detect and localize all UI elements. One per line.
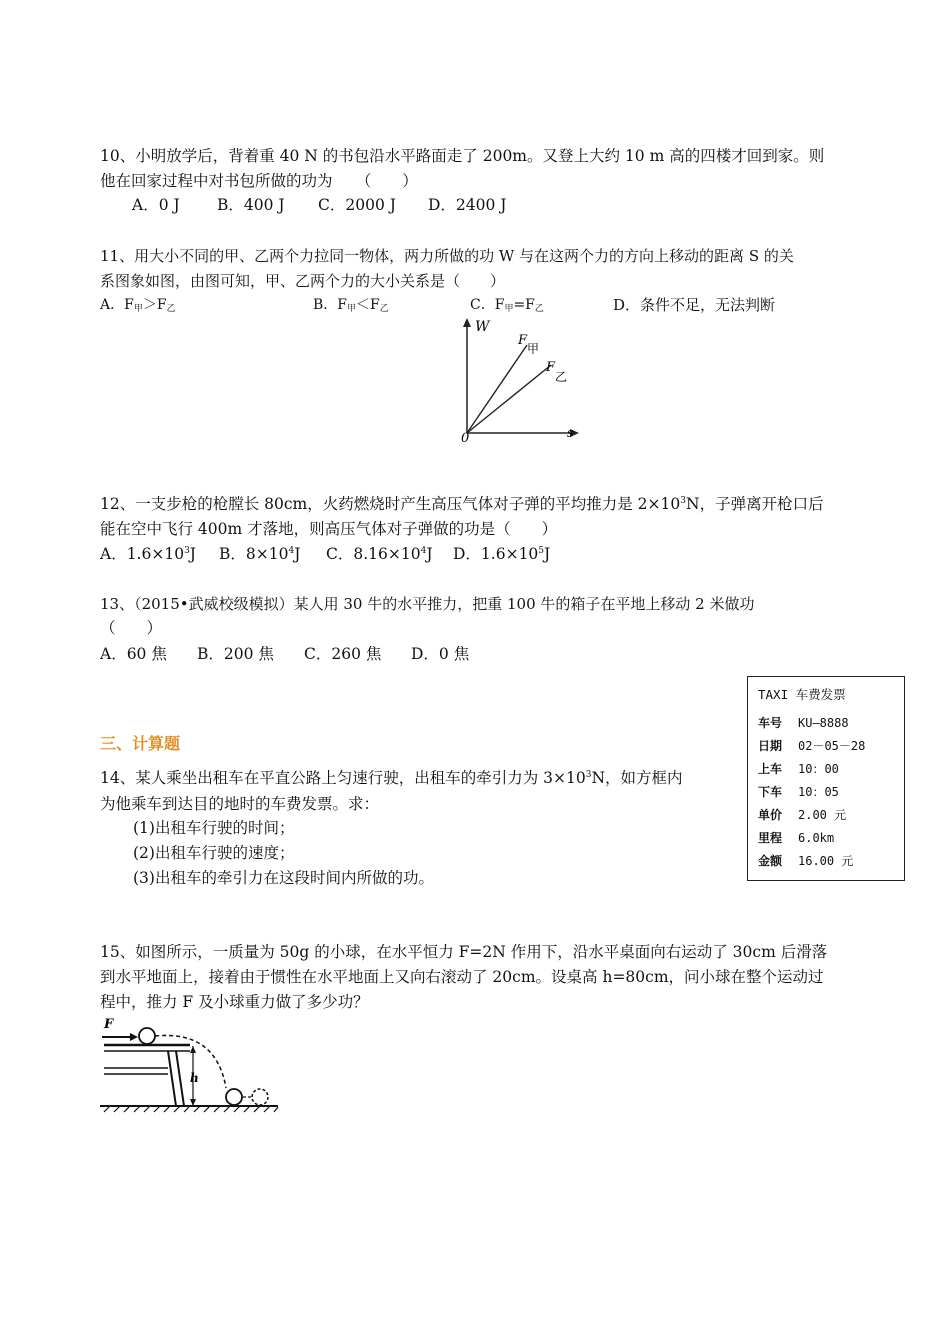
receipt-row-date: 日期 02－05－28 (758, 739, 866, 753)
taxi-receipt (747, 676, 905, 881)
q12-option-b: B．$8\times 10^4J$ (219, 545, 301, 563)
work-distance-graph (455, 315, 585, 445)
q10-option-d: D．2400 J (428, 196, 507, 214)
origin-label: 0 (461, 431, 470, 445)
table-ball-figure (98, 1010, 283, 1115)
y-axis-arrow-icon (463, 318, 471, 327)
q12-option-c: C．$8.16\times 10^4J$ (326, 545, 433, 563)
receipt-row-alight: 下车 10：05 (758, 785, 839, 799)
ball-landed (226, 1089, 242, 1105)
q13-option-a: A．60 焦 (100, 645, 167, 663)
q12-line2: 能在空中飞行 400m 才落地，则高压气体对子弹做的功是（ ） (100, 520, 558, 538)
q14-item-2: (2)出租车行驶的速度； (133, 844, 295, 862)
q10-line1: 10、小明放学后，背着重 40 N 的书包沿水平路面走了 200m。又登上大约 10 m 高的四楼才回到家。则 (100, 147, 825, 165)
q12-option-d: D．$1.6\times 10^5J$ (453, 545, 551, 563)
q13-option-d: D．0 焦 (411, 645, 470, 663)
q11-line2: 系图象如图，由图可知，甲、乙两个力的大小关系是（ ） (100, 272, 506, 290)
q11-option-b: B．$F_甲<F_乙$ (313, 297, 389, 314)
table-leg-1 (168, 1051, 176, 1106)
q14-item-3: (3)出租车的牵引力在这段时间内所做的功。 (133, 869, 434, 887)
f-jia-line (467, 345, 527, 433)
height-arrow-down-icon (190, 1099, 196, 1106)
ball-on-table (139, 1028, 155, 1044)
force-label: F (104, 1017, 114, 1032)
q14-line2: 为他乘车到达目的地时的车费发票。求： (100, 795, 380, 813)
y-axis-label: W (475, 319, 490, 335)
height-label: h (190, 1071, 199, 1085)
receipt-row-car-number: 车号 KU—8888 (758, 716, 849, 730)
q11-option-c: C．$F_甲=F_乙$ (470, 297, 544, 314)
receipt-title: TAXI 车费发票 (758, 687, 846, 702)
q15-line2: 到水平地面上，接着由于惯性在水平地面上又向右滚动了 20cm。设桌高 h=80cm，问小球在整个运动过 (100, 968, 824, 986)
q14-line1: 14、某人乘坐出租车在平直公路上匀速行驶，出租车的牵引力为 $3\times 10^3N$，如方框内 (100, 769, 683, 787)
receipt-row-mileage: 里程 6.0km (758, 831, 835, 845)
q11-option-a: A．$F_甲>F_乙$ (100, 297, 176, 314)
ball-final (252, 1089, 268, 1105)
section-heading-calculation: 三、计算题 (100, 734, 181, 753)
q11-line1: 11、用大小不同的甲、乙两个力拉同一物体，两力所做的功 W 与在这两个力的方向上移动的距离 S 的关 (100, 247, 794, 265)
receipt-row-unit-price: 单价 2.00 元 (758, 808, 847, 822)
height-arrow-up-icon (190, 1046, 196, 1053)
f-yi-label: F (546, 360, 556, 375)
receipt-row-board: 上车 10：00 (758, 762, 839, 776)
receipt-row-amount: 金额 16.00 元 (758, 854, 854, 868)
force-arrow-head-icon (130, 1033, 138, 1041)
q14-item-1: (1)出租车行驶的时间； (133, 819, 295, 837)
x-axis-label: s (567, 426, 574, 441)
q10-option-b: B．400 J (217, 196, 285, 214)
q10-option-a: A．0 J (132, 196, 180, 214)
q12-option-a: A．$1.6\times 10^3J$ (100, 545, 197, 563)
q13-line2: （ ） (100, 619, 163, 637)
q15-line1: 15、如图所示，一质量为 50g 的小球，在水平恒力 F=2N 作用下，沿水平桌面向右运动了 30cm 后滑落 (100, 943, 828, 961)
table-leg-2 (176, 1051, 184, 1106)
q10-option-c: C．2000 J (318, 196, 396, 214)
f-jia-label: F (518, 333, 528, 348)
q15-line3: 程中，推力 F 及小球重力做了多少功？ (100, 993, 369, 1011)
q13-option-b: B．200 焦 (197, 645, 274, 663)
q13-option-c: C．260 焦 (304, 645, 382, 663)
q11-option-d: D．条件不足，无法判断 (613, 296, 776, 314)
q12-line1: 12、一支步枪的枪膛长 80cm，火药燃烧时产生高压气体对子弹的平均推力是 $2\times 10^3N$，子弹离开枪口后 (100, 495, 824, 513)
q10-line2: 他在回家过程中对书包所做的功为 （ ） (100, 172, 418, 190)
f-yi-line (467, 365, 551, 433)
f-jia-sub: 甲 (527, 342, 540, 356)
f-yi-sub: 乙 (555, 370, 568, 384)
q13-line1: 13、（2015•武威校级模拟）某人用 30 牛的水平推力，把重 100 牛的箱子在平地上移动 2 米做功 (100, 595, 755, 613)
